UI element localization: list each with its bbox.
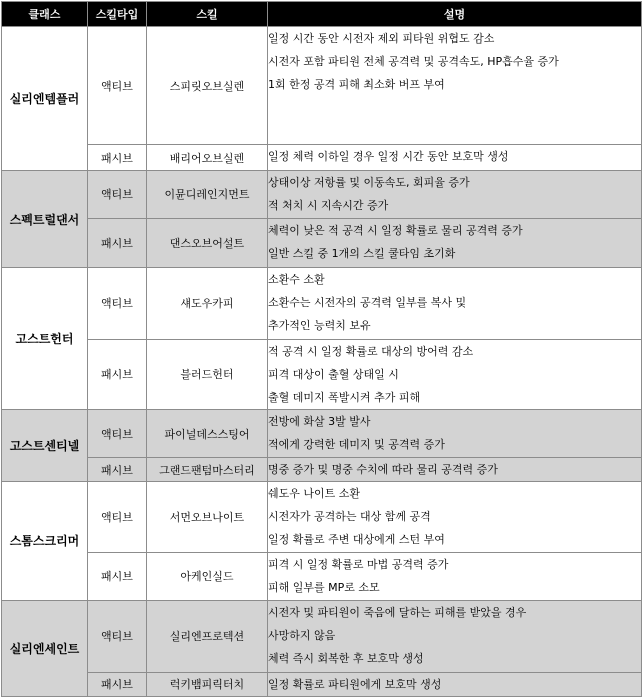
skill-description [268,672,642,696]
class-name: 실리엔세인트 [2,600,88,696]
skill-name: 블러드헌터 [147,339,268,409]
description-line: 피격 시 일정 확률로 마법 공격력 증가 [268,557,449,571]
skill-type: 패시브 [88,145,147,171]
description-line: 체력 즉시 회복한 후 보호막 생성 [268,651,424,665]
table-row [2,600,642,672]
table-row [2,672,642,696]
skill-description [268,552,642,600]
header-skill-type: 스킬타입 [88,2,147,27]
description-line: 소환수 소환 [268,272,325,286]
skill-type: 패시브 [88,672,147,696]
table-row [2,482,642,552]
header-description: 설명 [268,2,642,27]
description-line: 시전자 포함 파티원 전체 공격력 및 공격속도, HP흡수율 증가 [268,55,559,68]
skill-name: 파이널데스스팅어 [147,410,268,458]
skill-name: 아케인실드 [147,552,268,600]
skill-type: 패시브 [88,339,147,409]
skill-name: 럭키뱀피릭터치 [147,672,268,696]
header-skill: 스킬 [147,2,268,27]
description-line: 쉐도우 나이트 소환 [268,487,361,501]
skill-description [268,171,642,218]
description-line: 전방에 화살 3발 발사 [268,415,371,429]
table-row [2,339,642,409]
description-line: 소환수는 시전자의 공격력 일부를 복사 및 [268,295,467,309]
class-name: 스톰스크리머 [2,482,88,600]
skill-type: 패시브 [88,218,147,267]
table-row [2,171,642,218]
skill-type: 액티브 [88,267,147,339]
skill-name: 댄스오브어설트 [147,218,268,267]
skill-name: 배리어오브실렌 [147,145,268,171]
skill-name: 서먼오브나이트 [147,482,268,552]
skill-description [268,145,642,171]
table-row [2,552,642,600]
skill-name: 스피릿오브실렌 [147,27,268,145]
header-row [2,2,642,27]
skill-description [268,600,642,672]
skill-name: 실리엔프로텍션 [147,600,268,672]
class-name: 스펙트럴댄서 [2,171,88,267]
skill-type: 액티브 [88,410,147,458]
description-line: 체력이 낮은 적 공격 시 일정 확률로 물리 공격력 증가 [268,223,523,237]
skill-type: 패시브 [88,458,147,482]
class-name: 고스트센티넬 [2,410,88,482]
description-line: 피격 대상이 출혈 상태일 시 [268,367,399,381]
table-row [2,410,642,458]
skill-name: 그랜드팬텀마스터리 [147,458,268,482]
description-line: 명중 증가 및 명중 수치에 따라 물리 공격력 증가 [268,463,498,477]
description-line: 출혈 데미지 폭발시켜 추가 피해 [268,390,421,404]
description-line: 상태이상 저항률 및 이동속도, 회피율 증가 [268,176,470,190]
description-line: 일정 확률로 파티원에게 보호막 생성 [268,677,442,691]
description-line: 시전자가 공격하는 대상 함께 공격 [268,510,431,524]
skill-name: 섀도우카피 [147,267,268,339]
skill-description [268,267,642,339]
skill-type: 액티브 [88,482,147,552]
skill-description [268,27,642,145]
class-name: 고스트헌터 [2,267,88,409]
description-line: 적에게 강력한 데미지 및 공격력 증가 [268,438,445,452]
skill-name: 이뮨디레인지먼트 [147,171,268,218]
skill-type: 액티브 [88,171,147,218]
description-line: 피해 일부를 MP로 소모 [268,580,380,594]
skill-description [268,218,642,267]
skill-type: 액티브 [88,600,147,672]
description-line: 일정 체력 이하일 경우 일정 시간 동안 보호막 생성 [268,150,509,164]
skill-type: 액티브 [88,27,147,145]
description-line: 1회 한정 공격 피해 최소화 버프 부여 [268,78,445,91]
table-row [2,145,642,171]
description-line: 사망하지 않음 [268,628,336,642]
skills-table [1,1,642,697]
table-row [2,267,642,339]
table-row [2,458,642,482]
description-line: 적 공격 시 일정 확률로 대상의 방어력 감소 [268,344,474,358]
table-row [2,27,642,145]
skill-description [268,339,642,409]
header-class: 클래스 [2,2,88,27]
skill-description [268,410,642,458]
class-name: 실리엔템플러 [2,27,88,171]
description-line: 시전자 및 파티원이 죽음에 달하는 피해를 받았을 경우 [268,605,527,619]
skill-description [268,458,642,482]
table-row [2,218,642,267]
description-line: 일정 시간 동안 시전자 제외 피타원 위협도 감소 [268,32,495,45]
skill-description [268,482,642,552]
description-line: 일정 확률로 주변 대상에게 스턴 부여 [268,533,445,547]
description-line: 일반 스킬 중 1개의 스킬 쿨타임 초기화 [268,246,456,260]
description-line: 추가적인 능력치 보유 [268,318,371,332]
skill-type: 패시브 [88,552,147,600]
description-line: 적 처치 시 지속시간 증가 [268,199,389,213]
